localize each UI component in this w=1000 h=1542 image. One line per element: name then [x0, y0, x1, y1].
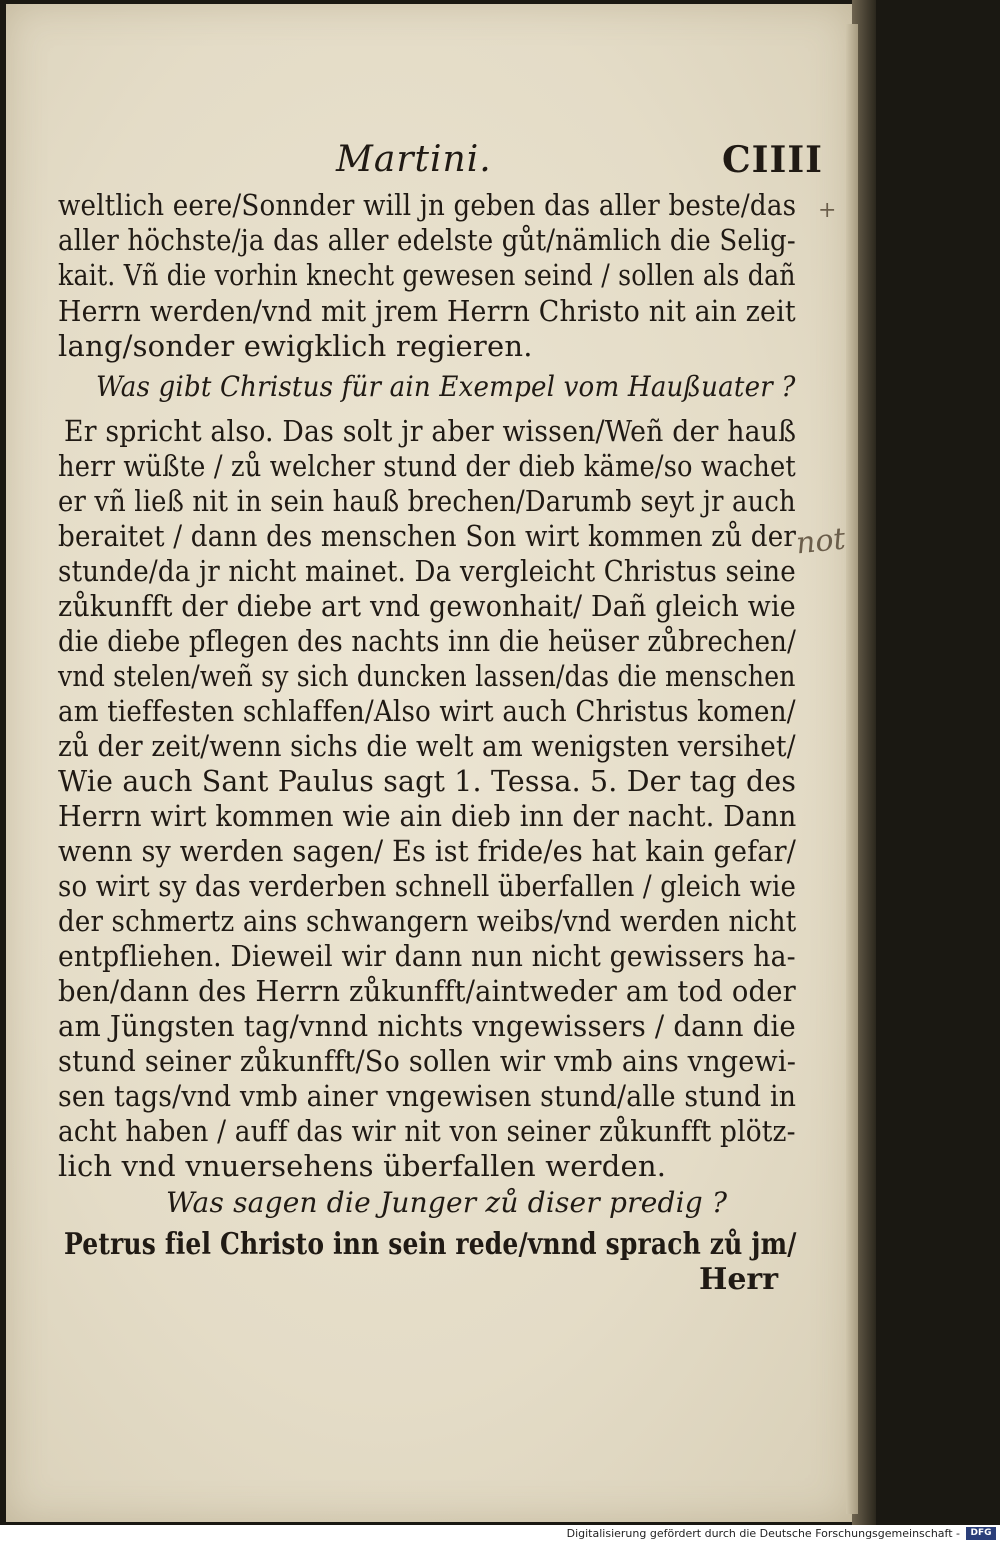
text-line: ben/dann des Herrn zůkunfft/aintweder am tod oder [58, 974, 796, 1008]
dfg-logo: DFG [966, 1527, 996, 1540]
book-page [6, 4, 852, 1522]
text-line: am Jüngsten tag/vnnd nichts vngewissers / dann die [58, 1009, 796, 1043]
text-line: zůkunfft der diebe art vnd gewonhait/ Dañ gleich wie [58, 589, 796, 623]
text-line: sen tags/vnd vmb ainer vngewisen stund/alle stund in [58, 1079, 797, 1113]
running-head: Martini. [336, 139, 492, 180]
text-line: kait. Vñ die vorhin knecht gewesen seind / sollen als dañ [58, 258, 796, 292]
text-line: der schmertz ains schwangern weibs/vnd werden nicht [58, 904, 797, 938]
text-line: Wie auch Sant Paulus sagt 1. Tessa. 5. Der tag des [58, 764, 797, 798]
text-line: wenn sy werden sagen/ Es ist fride/es hat kain gefar/ [58, 834, 797, 868]
catchword: Herr [699, 1262, 779, 1297]
text-line: vnd stelen/weñ sy sich duncken lassen/das die menschen [58, 659, 796, 693]
folio-number: CIIII [722, 139, 824, 181]
text-line: Herrn werden/vnd mit jrem Herrn Christo nit ain zeit [58, 294, 796, 328]
text-line: zů der zeit/wenn sichs die welt am wenigsten versihet/ [58, 729, 796, 763]
text-line: stund seiner zůkunfft/So sollen wir vmb ains vngewi- [58, 1044, 797, 1078]
text-line: Herrn wirt kommen wie ain dieb inn der nacht. Dann [58, 799, 797, 833]
question-heading: Was sagen die Junger zů diser predig ? [166, 1186, 728, 1219]
text-line: acht haben / auff das wir nit von seiner zůkunfft plötz- [58, 1114, 796, 1148]
text-line: er vñ ließ nit in sein hauß brechen/Darumb seyt jr auch [58, 484, 796, 518]
footer-credit: Digitalisierung gefördert durch die Deutsche Forschungsgemeinschaft - [566, 1527, 960, 1540]
text-line: die diebe pflegen des nachts inn die heüser zůbrechen/ [58, 624, 796, 658]
page-text [6, 4, 852, 1522]
question-heading: Was gibt Christus für ain Exempel vom Haußuater ? [96, 370, 796, 403]
text-line: beraitet / dann des menschen Son wirt kommen zů der [58, 519, 797, 553]
marginal-cross: + [818, 198, 837, 223]
text-line: Petrus fiel Christo inn sein rede/vnnd sprach zů jm/ [64, 1227, 797, 1262]
text-line: aller höchste/ja das aller edelste gůt/nämlich die Selig- [58, 223, 796, 257]
text-line: lang/sonder ewigklich regieren. [58, 329, 533, 363]
text-line: Er spricht also. Das solt jr aber wissen/Weñ der hauß [64, 414, 797, 448]
marginal-note: not [794, 521, 848, 562]
text-line: herr wüßte / zů welcher stund der dieb käme/so wachet [58, 449, 796, 483]
text-line: stunde/da jr nicht mainet. Da vergleicht Christus seine [58, 554, 796, 588]
text-line: weltlich eere/Sonnder will jn geben das aller beste/das [58, 188, 797, 222]
text-line: entpfliehen. Dieweil wir dann nun nicht gewissers ha- [58, 939, 796, 973]
footer-bar [0, 1525, 1000, 1542]
text-line: so wirt sy das verderben schnell überfallen / gleich wie [58, 869, 797, 903]
text-line: am tieffesten schlaffen/Also wirt auch Christus komen/ [58, 694, 796, 728]
text-line: lich vnd vnuersehens überfallen werden. [58, 1149, 667, 1183]
